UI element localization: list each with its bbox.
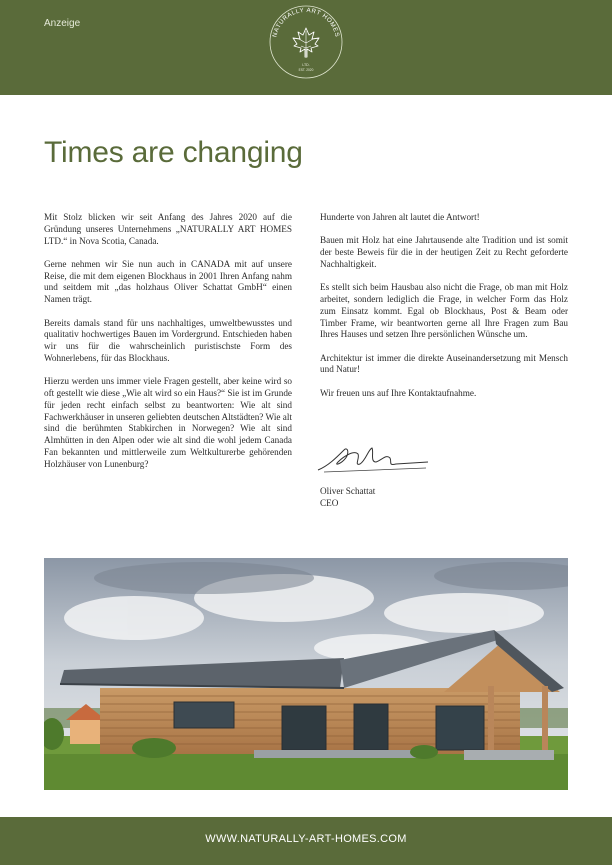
paragraph: Gerne nehmen wir Sie nun auch in CANADA mit auf unsere Reise, die mit dem eigenen Blockhaus in 2001 Ihren Anfang nahm und seitdem mit „das holzhaus Oliver Schattat GmbH“ einen Namen trägt.	[44, 258, 292, 305]
website-link[interactable]: WWW.NATURALLY-ART-HOMES.COM	[205, 833, 407, 845]
logo-est: EST. 2020	[298, 68, 314, 72]
logo-name: NATURALLY ART HOMES	[271, 6, 341, 38]
signature-image	[314, 436, 434, 480]
signature-name: Oliver Schattat	[320, 486, 376, 496]
signature-role: CEO	[320, 498, 339, 508]
paragraph: Bauen mit Holz hat eine Jahrtausende alte Tradition und ist somit der beste Beweis für die in der heutigen Zeit zu Recht geforderte Nachhaltigkeit.	[320, 235, 568, 269]
footer-band	[0, 817, 612, 865]
paragraph: Mit Stolz blicken wir seit Anfang des Jahres 2020 auf die Gründung unseres Unternehmens „NATURALLY ART HOMES LTD.“ in Nova Scotia, Canada.	[44, 212, 292, 246]
right-column	[320, 212, 568, 411]
paragraph: Es stellt sich beim Hausbau also nicht die Frage, ob man mit Holz arbeitet, sondern lediglich die Frage, in welcher Form das Holz zum Einsatz kommt. Egal ob Blockhaus, Post & Beam oder Timber Frame, wir beantworten gerne all Ihre Fragen zum Bau Ihres Hauses und setzen Ihre persönlichen Wünsche um.	[320, 282, 568, 340]
paragraph: Architektur ist immer die direkte Auseinandersetzung mit Mensch und Natur!	[320, 352, 568, 375]
paragraph: Wir freuen uns auf Ihre Kontaktaufnahme.	[320, 387, 477, 398]
maple-leaf-icon	[293, 28, 319, 57]
header-band	[0, 0, 612, 95]
paragraph: Hierzu werden uns immer viele Fragen gestellt, aber keine wird so oft gestellt wie diese „Wie alt wird so ein Haus?“ Sie ist im Grunde für jeden recht einfach selbst zu beantworten: Wie alt sind Fachwerkhäuser in unseren geliebten deutschen Altstädten? Wie alt sind die berühmten Stabkirchen in Norwegen? Wie alt sind Almhütten in den Alpen oder wie alt sind die wohl jedem Canada Fan bekannten und mittlerweile zum Weltkulturerbe gehörenden Holzhäuser von Lunenburg?	[44, 376, 292, 469]
paragraph: Bereits damals stand für uns nachhaltiges, umweltbewusstes und qualitativ hochwertiges Bauen im Vordergrund. Entschieden haben wir uns für die wahrscheinlich puristischste Form des Wohnerlebens, für das Blockhaus.	[44, 317, 292, 363]
log-house-photo	[44, 558, 568, 790]
company-logo	[266, 2, 346, 82]
ad-label: Anzeige	[44, 18, 81, 29]
paragraph: Hunderte von Jahren alt lautet die Antwort!	[320, 212, 480, 222]
house-illustration	[44, 558, 568, 790]
logo-ltd: LTD.	[302, 63, 310, 67]
article-title: Times are changing	[44, 136, 303, 169]
left-column	[44, 212, 292, 482]
